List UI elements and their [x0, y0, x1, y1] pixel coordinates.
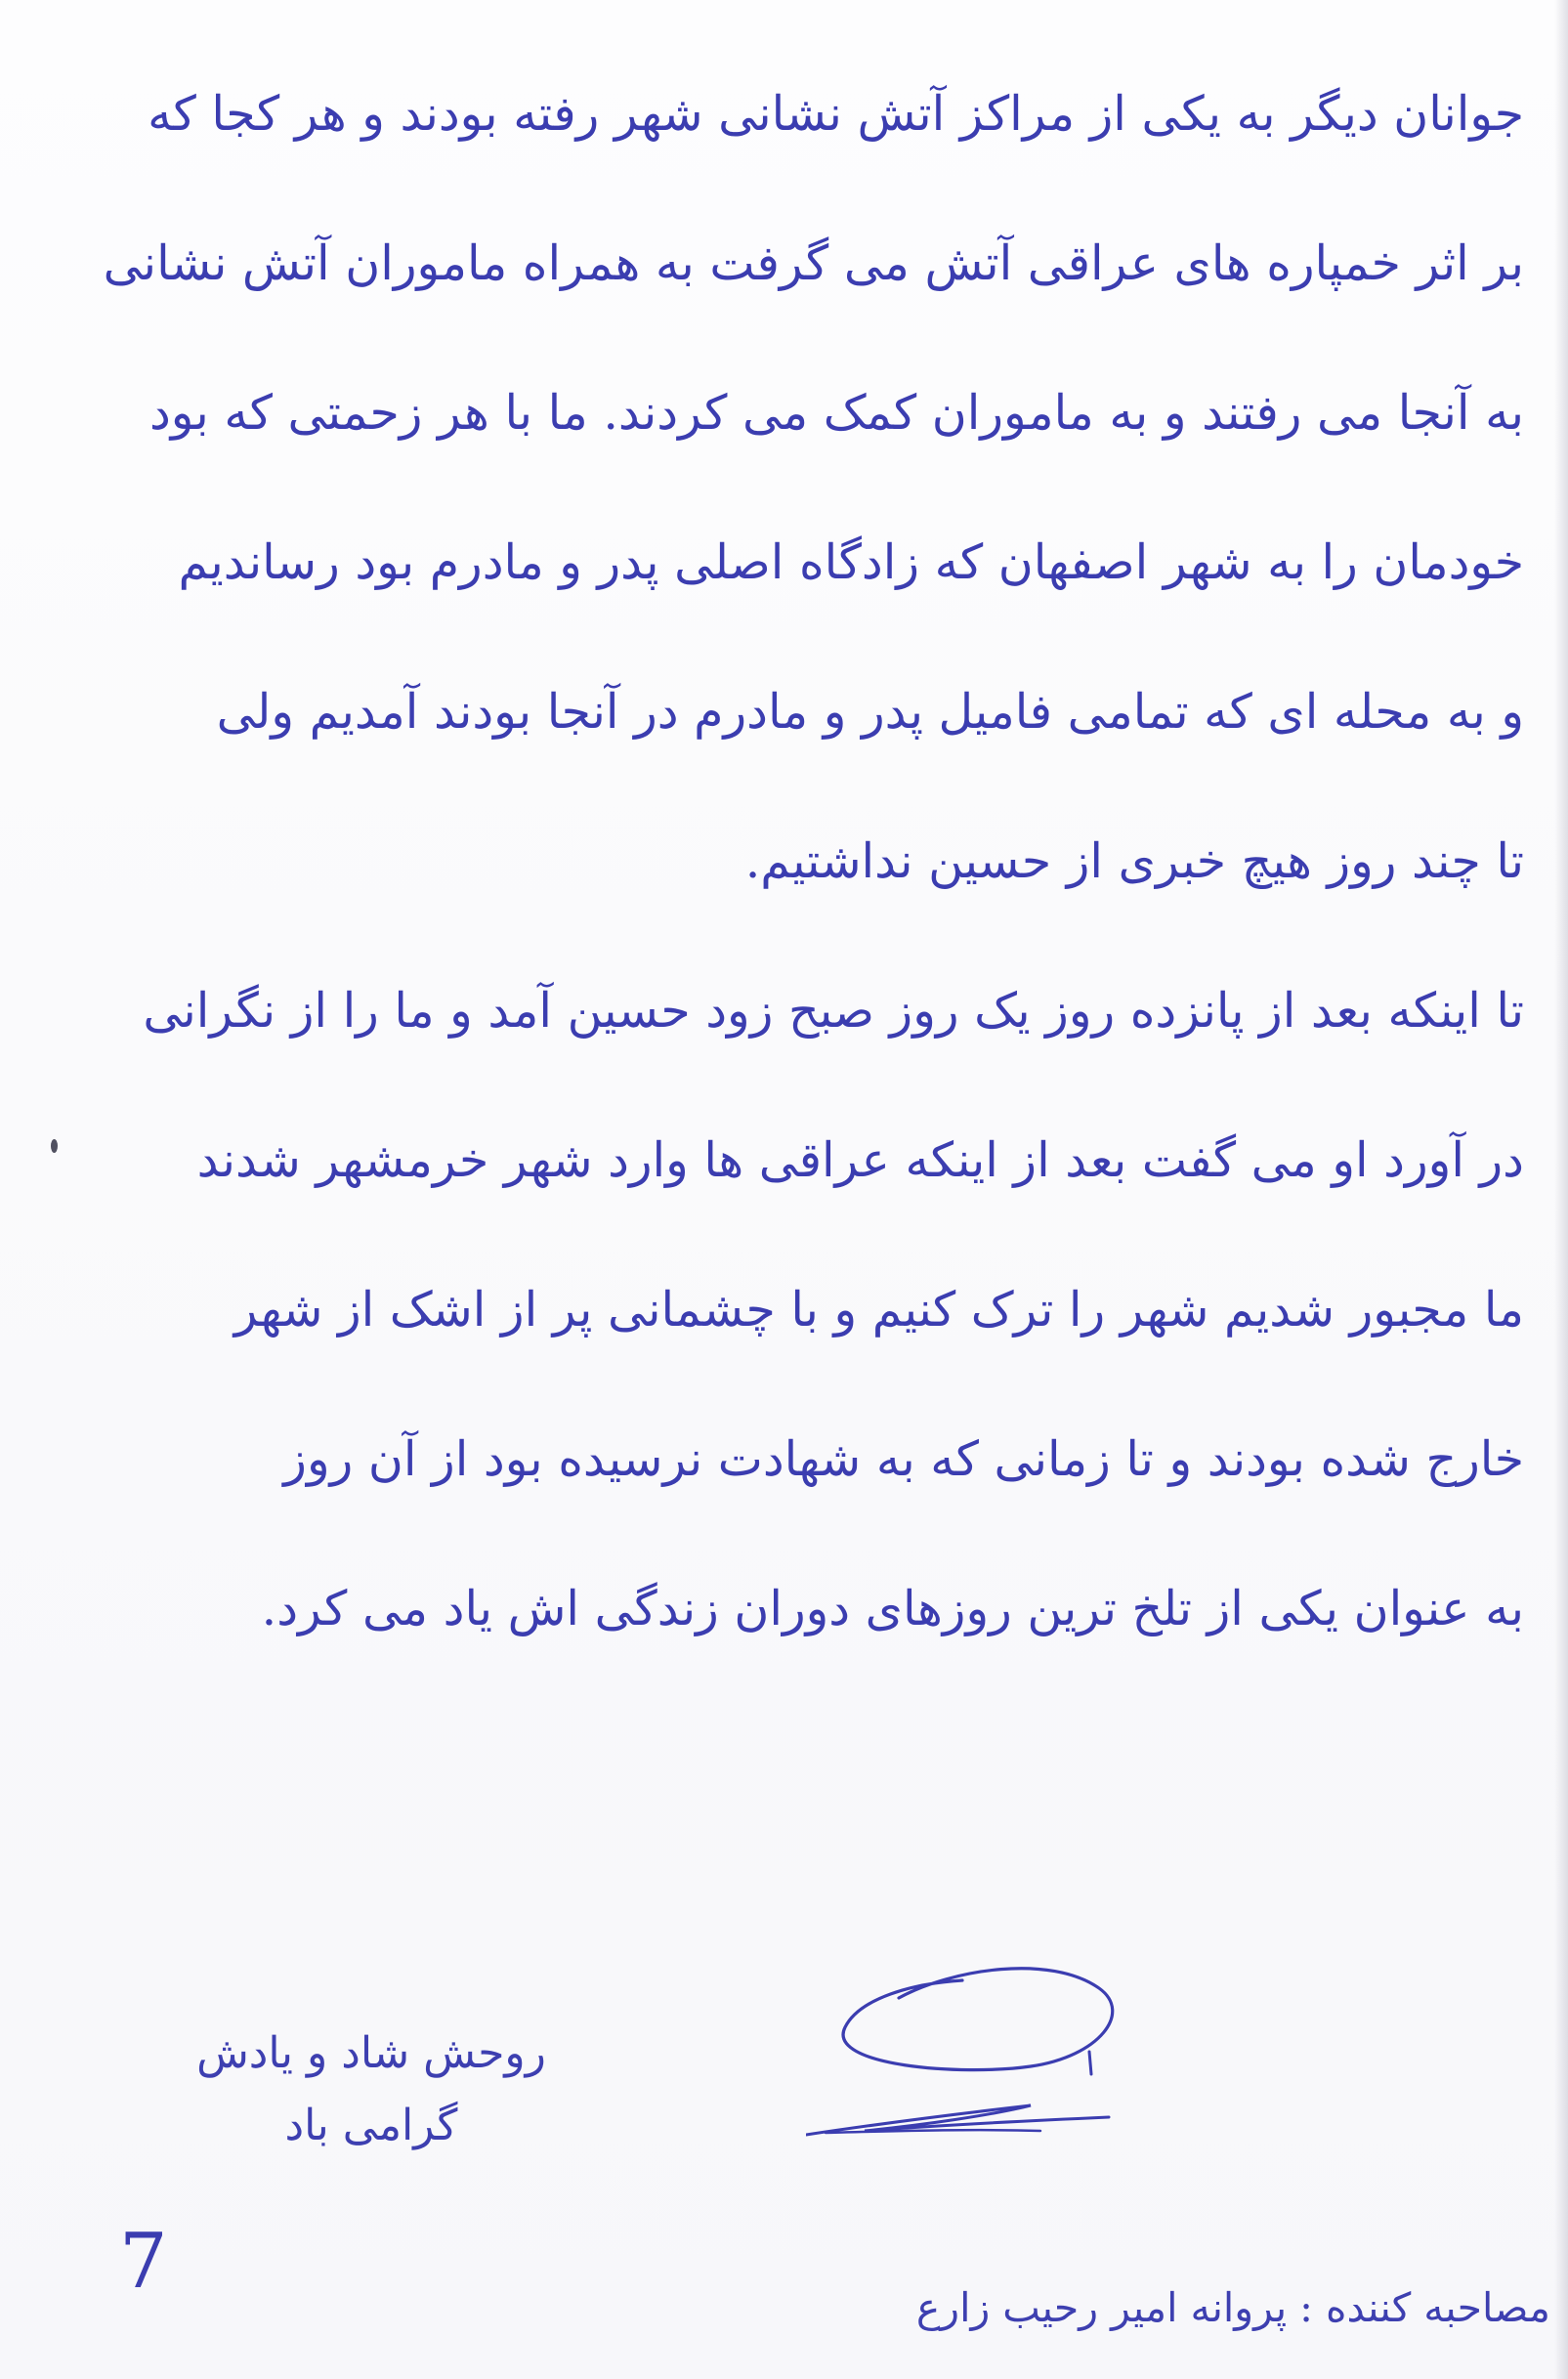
text-line: خودمان را به شهر اصفهان که زادگاه اصلی پدر و مادرم بود رساندیم: [178, 534, 1524, 590]
text-line: به عنوان یکی از تلخ ترین روزهای دوران زندگی اش یاد می کرد.: [261, 1581, 1524, 1636]
handwritten-body-text: [20, 39, 1524, 1683]
blessing-line: گرامی باد: [284, 2101, 458, 2150]
handwritten-signature-icon: [806, 1959, 1294, 2164]
text-line: به آنجا می رفتند و به ماموران کمک می کردند. ما با هر زحمتی که بود: [148, 385, 1524, 441]
blessing-text: [137, 2018, 606, 2162]
ink-speck: [51, 1139, 58, 1153]
page-number: 7: [119, 2218, 168, 2306]
text-line: جوانان دیگر به یکی از مراکز آتش نشانی شهر رفته بودند و هر کجا که: [148, 86, 1524, 142]
text-line: تا اینکه بعد از پانزده روز یک روز صبح زود حسین آمد و ما را از نگرانی: [143, 983, 1524, 1039]
interviewer-credit: مصاحبه کننده : پروانه امیر رحیب زارع: [915, 2284, 1550, 2331]
text-line: در آورد او می گفت بعد از اینکه عراقی ها وارد شهر خرمشهر شدند: [196, 1132, 1524, 1188]
text-line: و به محله ای که تمامی فامیل پدر و مادرم در آنجا بودند آمدیم ولی: [216, 684, 1524, 740]
page-edge-shadow: [1554, 0, 1568, 2379]
blessing-line: روحش شاد و یادش: [196, 2028, 546, 2078]
text-line: ما مجبور شدیم شهر را ترک کنیم و با چشمانی پر از اشک از شهر: [233, 1282, 1524, 1338]
text-line: خارج شده بودند و تا زمانی که به شهادت نرسیده بود از آن روز: [283, 1431, 1524, 1487]
text-line: بر اثر خمپاره های عراقی آتش می گرفت به همراه ماموران آتش نشانی: [103, 235, 1524, 291]
text-line: تا چند روز هیچ خبری از حسین نداشتیم.: [744, 833, 1524, 889]
